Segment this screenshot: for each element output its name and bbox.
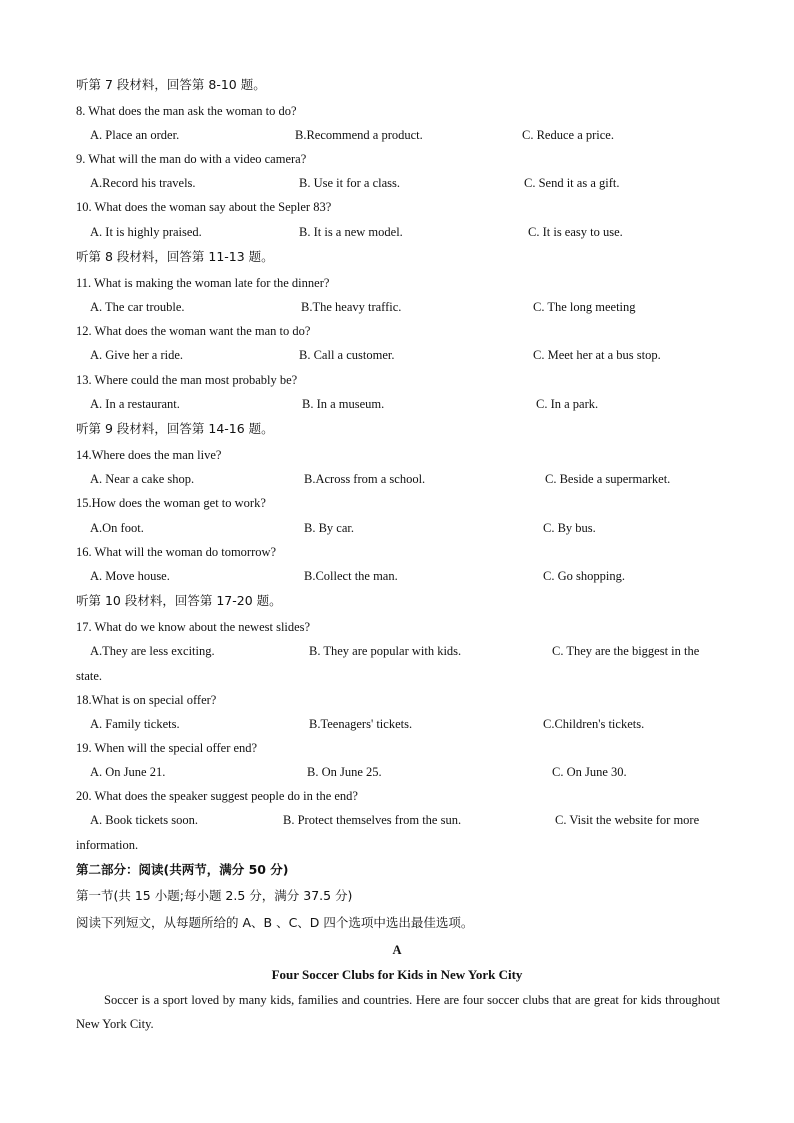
q15-option-b: B. By car. bbox=[304, 521, 354, 535]
q19-option-a: A. On June 21. bbox=[90, 765, 166, 779]
q9-option-b: B. Use it for a class. bbox=[299, 176, 401, 190]
q12-option-a: A. Give her a ride. bbox=[90, 348, 184, 362]
q15-option-a: A.On foot. bbox=[90, 521, 144, 535]
passage-title: Four Soccer Clubs for Kids in New York City bbox=[271, 967, 523, 982]
q18-option-b: B.Teenagers' tickets. bbox=[309, 717, 413, 731]
q13-option-c: C. In a park. bbox=[536, 397, 599, 411]
question-18: 18.What is on special offer? bbox=[76, 693, 217, 707]
part-2-subsection: 第一节(共 15 小题;每小题 2.5 分，满分 37.5 分) bbox=[76, 888, 353, 903]
part-2-heading: 第二部分：阅读(共两节，满分 50 分) bbox=[76, 862, 289, 877]
question-17: 17. What do we know about the newest slides? bbox=[76, 620, 311, 634]
question-10: 10. What does the woman say about the Sepler 83? bbox=[76, 200, 332, 214]
question-15: 15.How does the woman get to work? bbox=[76, 496, 266, 510]
question-12: 12. What does the woman want the man to do? bbox=[76, 324, 311, 338]
q19-option-b: B. On June 25. bbox=[307, 765, 382, 779]
q13-option-a: A. In a restaurant. bbox=[90, 397, 180, 411]
section-9-instruction: 听第 9 段材料，回答第 14-16 题。 bbox=[76, 421, 274, 436]
question-14: 14.Where does the man live? bbox=[76, 448, 222, 462]
passage-letter: A bbox=[392, 943, 402, 957]
q20-option-a: A. Book tickets soon. bbox=[90, 813, 198, 827]
q17-option-b: B. They are popular with kids. bbox=[309, 644, 462, 658]
question-16: 16. What will the woman do tomorrow? bbox=[76, 545, 277, 559]
section-10-instruction: 听第 10 段材料，回答第 17-20 题。 bbox=[76, 593, 282, 608]
q16-option-a: A. Move house. bbox=[90, 569, 170, 583]
q9-option-a: A.Record his travels. bbox=[90, 176, 196, 190]
question-9: 9. What will the man do with a video camera? bbox=[76, 152, 307, 166]
q8-option-b: B.Recommend a product. bbox=[295, 128, 423, 142]
q10-option-c: C. It is easy to use. bbox=[528, 225, 623, 239]
q11-option-b: B.The heavy traffic. bbox=[301, 300, 402, 314]
q9-option-c: C. Send it as a gift. bbox=[524, 176, 620, 190]
section-7-instruction: 听第 7 段材料，回答第 8-10 题。 bbox=[76, 77, 266, 92]
q18-option-c: C.Children's tickets. bbox=[543, 717, 645, 731]
q14-option-a: A. Near a cake shop. bbox=[90, 472, 195, 486]
q18-option-a: A. Family tickets. bbox=[90, 717, 180, 731]
q20-option-b: B. Protect themselves from the sun. bbox=[283, 813, 462, 827]
question-8: 8. What does the man ask the woman to do? bbox=[76, 104, 297, 118]
q8-option-a: A. Place an order. bbox=[90, 128, 180, 142]
passage-paragraph: Soccer is a sport loved by many kids, families and countries. Here are four soccer clubs that are great for kids throughout New York City. bbox=[76, 993, 720, 1031]
question-13: 13. Where could the man most probably be? bbox=[76, 373, 298, 387]
q17-option-c: C. They are the biggest in the bbox=[552, 644, 700, 658]
q14-option-c: C. Beside a supermarket. bbox=[545, 472, 671, 486]
section-8-instruction: 听第 8 段材料，回答第 11-13 题。 bbox=[76, 249, 274, 264]
q19-option-c: C. On June 30. bbox=[552, 765, 627, 779]
q12-option-c: C. Meet her at a bus stop. bbox=[533, 348, 661, 362]
q8-option-c: C. Reduce a price. bbox=[522, 128, 614, 142]
q11-option-a: A. The car trouble. bbox=[90, 300, 185, 314]
q12-option-b: B. Call a customer. bbox=[299, 348, 395, 362]
q10-option-b: B. It is a new model. bbox=[299, 225, 403, 239]
q15-option-c: C. By bus. bbox=[543, 521, 596, 535]
q17-option-a: A.They are less exciting. bbox=[90, 644, 215, 658]
question-19: 19. When will the special offer end? bbox=[76, 741, 258, 755]
question-11: 11. What is making the woman late for the dinner? bbox=[76, 276, 330, 290]
q17-option-c-continuation: state. bbox=[76, 669, 103, 683]
part-2-instruction: 阅读下列短文，从每题所给的 A、B 、C、D 四个选项中选出最佳选项。 bbox=[76, 915, 474, 930]
question-20: 20. What does the speaker suggest people do in the end? bbox=[76, 789, 358, 803]
q20-option-c-continuation: information. bbox=[76, 838, 139, 852]
q11-option-c: C. The long meeting bbox=[533, 300, 636, 314]
q14-option-b: B.Across from a school. bbox=[304, 472, 426, 486]
q13-option-b: B. In a museum. bbox=[302, 397, 385, 411]
q20-option-c: C. Visit the website for more bbox=[555, 813, 700, 827]
q16-option-b: B.Collect the man. bbox=[304, 569, 398, 583]
q10-option-a: A. It is highly praised. bbox=[90, 225, 202, 239]
q16-option-c: C. Go shopping. bbox=[543, 569, 625, 583]
